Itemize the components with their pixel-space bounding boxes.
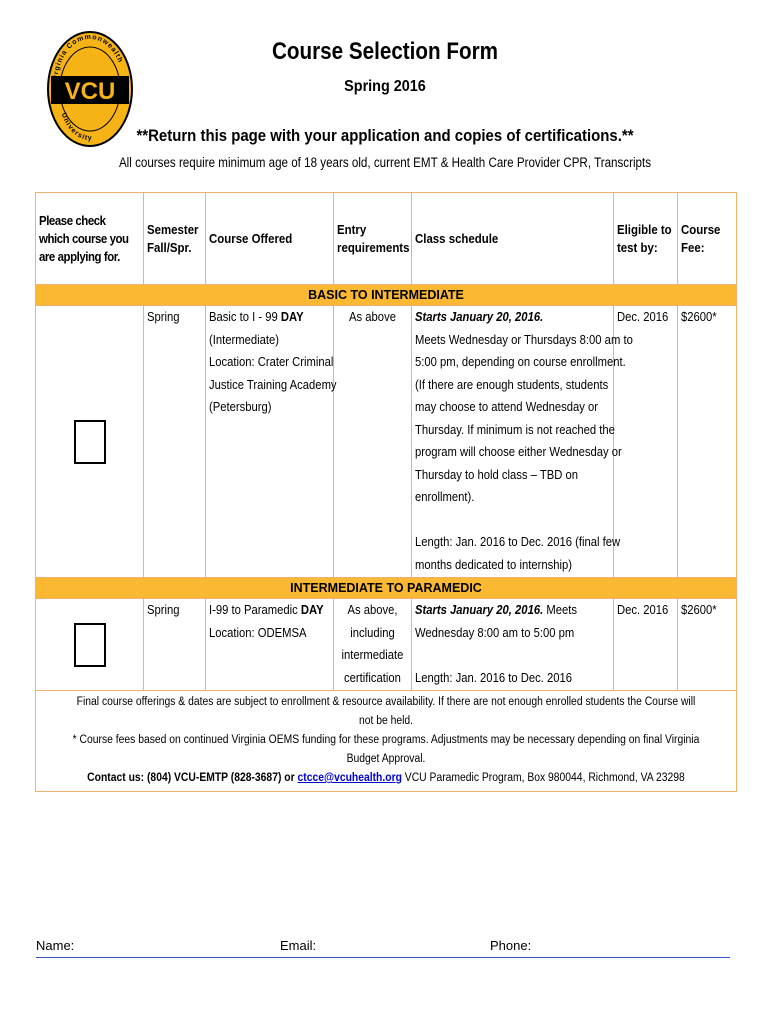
header-check: Please check which course you are applying for.	[36, 193, 144, 285]
entry-cell: As above	[349, 310, 396, 324]
return-note: **Return this page with your application and copies of certifications.**	[136, 126, 634, 145]
checkbox-cell-paramedic[interactable]	[36, 599, 144, 691]
table-footer	[36, 691, 737, 792]
page-title: Course Selection Form	[272, 38, 498, 65]
section-band-paramedic: INTERMEDIATE TO PARAMEDIC	[36, 578, 737, 599]
header-semester: Semester Fall/Spr.	[144, 193, 206, 285]
schedule-cell: Starts January 20, 2016. Meets Wednesday 8:00 am to 5:00 pm Length: Jan. 2016 to Dec. 2016	[415, 603, 577, 685]
table-header-row	[36, 193, 737, 285]
course-table	[35, 192, 737, 792]
schedule-cell: Starts January 20, 2016. Meets Wednesday or Thursdays 8:00 am to 5:00 pm, depending on course enrollment. (If there are enough students, students may choose to attend Wednesday or Thursday. If minimum is not reached the program will choose either Wednesday or Thursday to hold class – TBD on enrollment). Length: Jan. 2016 to Dec. 2016 (final few months dedicated to internship)	[415, 310, 633, 572]
course-cell: Basic to I - 99 DAY (Intermediate) Location: Crater Criminal Justice Training Academy (Petersburg)	[209, 310, 337, 414]
vcu-logo	[47, 30, 133, 148]
signature-line	[36, 938, 730, 958]
header-eligible: Eligible to test by:	[614, 193, 678, 285]
eligible-cell: Dec. 2016	[617, 603, 669, 617]
header-entry: Entry requirements	[334, 193, 412, 285]
header-schedule: Class schedule	[412, 193, 614, 285]
section-band-basic: BASIC TO INTERMEDIATE	[36, 285, 737, 306]
contact-line: Contact us: (804) VCU-EMTP (828-3687) or ctcce@vcuhealth.org VCU Paramedic Program, Box 980044, Richmond, VA 23298	[87, 772, 685, 784]
fee-cell: $2600*	[681, 310, 717, 324]
footer-line-2: * Course fees based on continued Virginia OEMS funding for these programs. Adjustments may be necessary depending on final Virginia Budget Approval.	[72, 734, 700, 765]
checkbox-intermediate-to-paramedic[interactable]	[74, 623, 106, 667]
fee-cell: $2600*	[681, 603, 717, 617]
entry-cell: As above, including intermediate certification	[341, 603, 404, 685]
eligible-cell: Dec. 2016	[617, 310, 669, 324]
svg-text:University: University	[59, 112, 93, 143]
requirements-note: All courses require minimum age of 18 years old, current EMT & Health Care Provider CPR, Transcripts	[118, 155, 652, 170]
semester-cell: Spring	[147, 603, 180, 617]
footer-line-1: Final course offerings & dates are subject to enrollment & resource availability. If there are not enough enrolled students the Course will not be held.	[76, 696, 696, 727]
page-subtitle: Spring 2016	[344, 78, 426, 95]
checkbox-cell-basic[interactable]	[36, 306, 144, 578]
name-label: Name:	[36, 938, 75, 953]
svg-text:Virginia Commonwealth: Virginia Commonwealth	[51, 33, 124, 84]
semester-cell: Spring	[147, 310, 180, 324]
email-label: Email:	[280, 938, 317, 953]
course-cell: I-99 to Paramedic DAY Location: ODEMSA	[209, 603, 324, 640]
table-row	[36, 306, 737, 578]
header-fee: Course Fee:	[678, 193, 737, 285]
phone-label: Phone:	[490, 938, 532, 953]
contact-email-link[interactable]: ctcce@vcuhealth.org	[297, 772, 402, 784]
checkbox-basic-to-intermediate[interactable]	[74, 420, 106, 464]
header-course: Course Offered	[206, 193, 334, 285]
table-row	[36, 599, 737, 691]
logo-text: VCU	[64, 78, 116, 105]
